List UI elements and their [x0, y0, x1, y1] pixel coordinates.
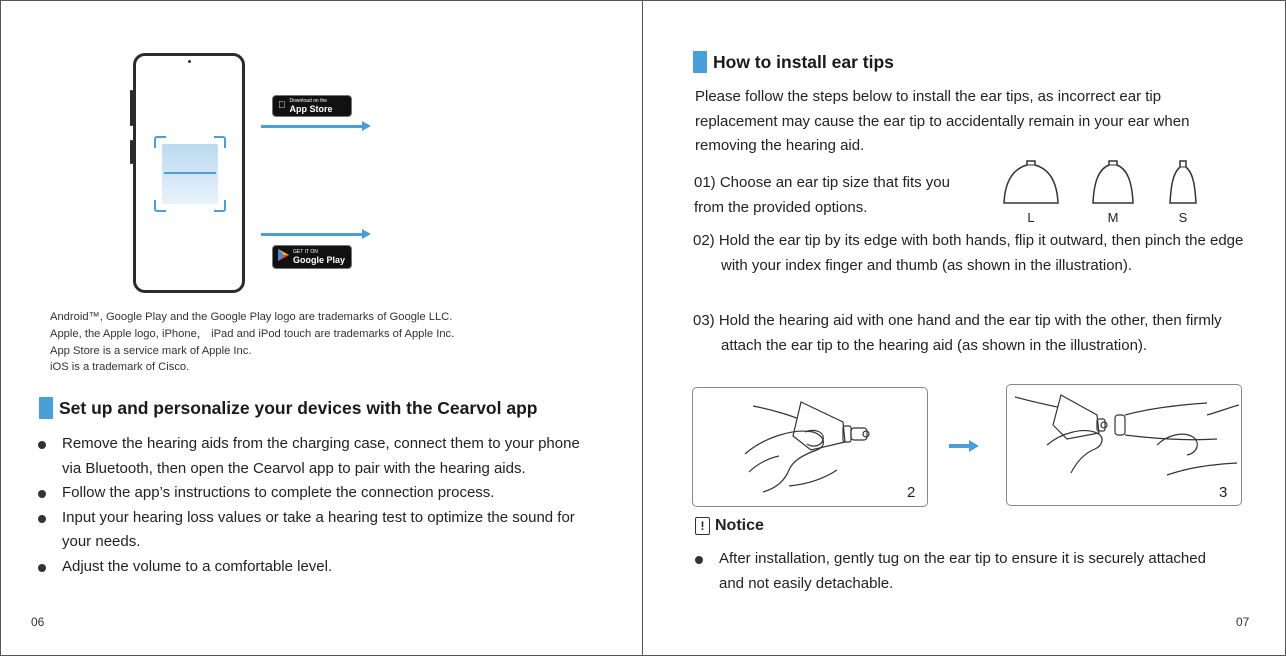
notice-bullet-list — [695, 547, 1215, 596]
section-heading — [693, 51, 894, 73]
list-item: Input your hearing loss values or take a hearing test to optimize the sound for your needs. — [38, 506, 598, 555]
app-store-badge[interactable] — [272, 95, 352, 117]
attach-ear-tip-illustration — [1007, 385, 1241, 505]
step-03: 03) Hold the hearing aid with one hand and the ear tip with the other, then firmly attach the ear tip to the hearing aid (as shown in the illustration). — [693, 312, 1222, 354]
illustration-step-2 — [692, 387, 928, 507]
phone-side-button — [130, 140, 133, 164]
phone-illustration — [133, 53, 245, 293]
ear-tip-sizes — [1001, 159, 1201, 229]
arrow-icon — [261, 125, 365, 128]
badge-small-text: GET IT ON — [293, 249, 318, 255]
illustration-step-3 — [1006, 384, 1242, 506]
list-item: Remove the hearing aids from the charging case, connect them to your phone via Bluetooth, then open the Cearvol app to pair with the hearing aids. — [38, 432, 598, 481]
section-title: Set up and personalize your devices with the Cearvol app — [59, 397, 538, 418]
list-item: After installation, gently tug on the ear tip to ensure it is securely attached and not easily detachable. — [695, 547, 1215, 596]
ear-tip-large-icon — [1001, 159, 1061, 205]
setup-bullet-list — [38, 432, 598, 579]
trademark-notice — [50, 309, 610, 376]
tip-size-label: M — [1107, 210, 1119, 225]
page-number: 06 — [31, 615, 45, 629]
list-item: Adjust the volume to a comfortable level. — [38, 555, 598, 580]
illustration-number: 2 — [907, 484, 916, 501]
hand-pinching-ear-tip-illustration — [693, 388, 927, 506]
badge-big-text: App Store — [282, 104, 326, 114]
google-play-badge[interactable] — [272, 245, 352, 269]
section-title: How to install ear tips — [713, 51, 894, 72]
arrow-icon — [949, 439, 979, 451]
ear-tip-medium-icon — [1091, 159, 1135, 205]
illustration-number: 3 — [1219, 484, 1228, 501]
badge-small-text: Download on the — [282, 98, 320, 104]
list-item: Follow the app’s instructions to complete the connection process. — [38, 481, 598, 506]
step-01: 01) Choose an ear tip size that fits you from the provided options. — [694, 174, 950, 216]
trademark-line: Android™, Google Play and the Google Play logo are trademarks of Google LLC. — [50, 311, 453, 323]
arrow-icon — [261, 233, 365, 236]
apple-icon — [278, 101, 286, 111]
ear-tip-small-icon — [1167, 159, 1199, 205]
right-page — [642, 0, 1286, 656]
ear-tip-medium — [1091, 159, 1135, 225]
trademark-line: Apple, the Apple logo, iPhone， iPad and iPod touch are trademarks of Apple Inc. — [50, 327, 455, 340]
section-heading — [39, 397, 537, 419]
page-number: 07 — [1236, 615, 1250, 629]
scan-frame — [154, 136, 226, 212]
phone-side-button — [130, 90, 133, 126]
notice-heading — [695, 517, 764, 535]
phone-camera — [188, 60, 191, 63]
ear-tip-large — [1001, 159, 1061, 225]
badge-big-text: Google Play — [293, 255, 346, 265]
heading-accent-bar — [693, 51, 707, 73]
intro-paragraph: Please follow the steps below to install the ear tips, as incorrect ear tip replacement may cause the ear tip to accidentally remain in your ear when removing the hearing aid. — [695, 88, 1190, 154]
play-icon — [278, 248, 289, 266]
trademark-line: iOS is a trademark of Cisco. — [50, 361, 190, 374]
step-02: 02) Hold the ear tip by its edge with both hands, flip it outward, then pinch the edge with your index finger and thumb (as shown in the illustration). — [693, 232, 1244, 274]
tip-size-label: L — [1027, 210, 1035, 225]
heading-accent-bar — [39, 397, 53, 419]
trademark-line: App Store is a service mark of Apple Inc. — [50, 344, 252, 357]
tip-size-label: S — [1178, 210, 1188, 225]
warning-icon: ! — [695, 517, 710, 535]
ear-tip-small — [1167, 159, 1199, 225]
notice-title: Notice — [715, 517, 764, 534]
